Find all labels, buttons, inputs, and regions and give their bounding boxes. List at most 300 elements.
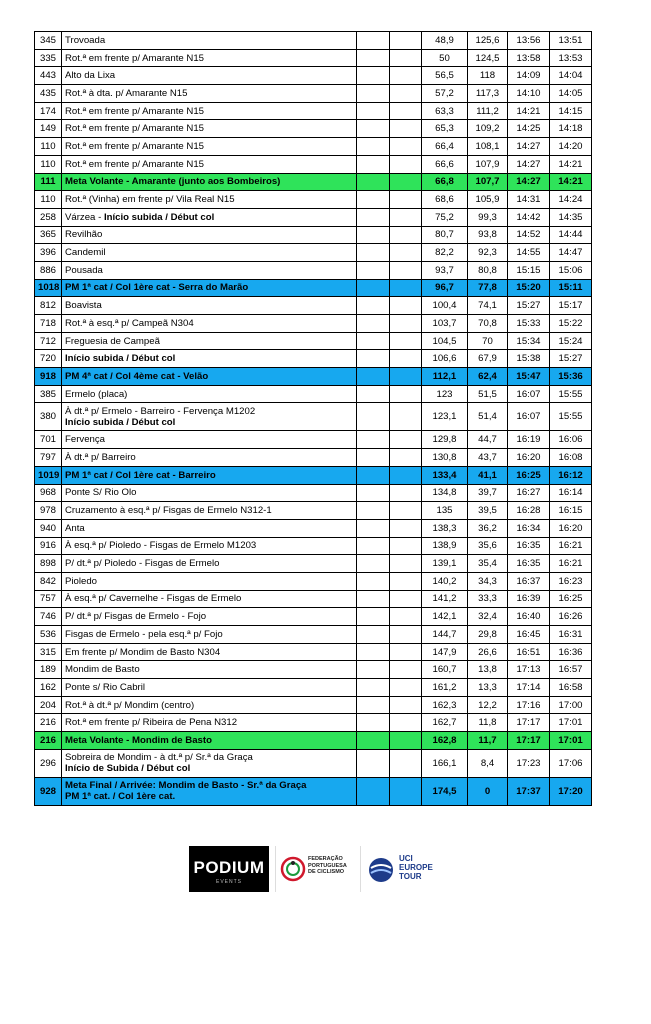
km-done-cell: 123 [422,385,468,403]
description-text: PM 1ª cat. / Col 1ère cat. [65,791,176,803]
km-done-cell: 166,1 [422,749,468,777]
table-row [35,696,592,714]
blank-cell [357,696,390,714]
altitude-cell: 898 [35,555,62,573]
description-cell [62,261,357,279]
blank-cell [390,777,422,805]
time-fast-cell: 17:23 [508,749,550,777]
km-done-cell: 134,8 [422,484,468,502]
km-to-go-cell: 125,6 [468,32,508,50]
km-to-go-cell: 51,5 [468,385,508,403]
km-to-go-cell: 107,7 [468,173,508,191]
description-cell [62,696,357,714]
altitude-cell: 978 [35,502,62,520]
blank-cell [390,714,422,732]
km-done-cell: 96,7 [422,279,468,297]
blank-cell [390,749,422,777]
description-cell [62,49,357,67]
km-done-cell: 162,3 [422,696,468,714]
description-cell [62,279,357,297]
table-row [35,502,592,520]
description-text: À esq.ª p/ Pioledo - Fisgas de Ermelo M1203 [65,540,257,552]
km-to-go-cell: 11,7 [468,732,508,750]
blank-cell [357,661,390,679]
time-fast-cell: 15:27 [508,297,550,315]
time-fast-cell: 13:58 [508,49,550,67]
description-cell [62,67,357,85]
time-fast-cell: 14:25 [508,120,550,138]
blank-cell [390,590,422,608]
km-done-cell: 138,3 [422,519,468,537]
km-done-cell: 129,8 [422,431,468,449]
time-slow-cell: 14:04 [550,67,592,85]
blank-cell [390,85,422,103]
km-to-go-cell: 108,1 [468,138,508,156]
description-cell [62,226,357,244]
altitude-cell: 1019 [35,466,62,484]
altitude-cell: 110 [35,155,62,173]
altitude-cell: 174 [35,102,62,120]
description-text: Meta Volante - Mondim de Basto [65,734,212,746]
time-slow-cell: 16:31 [550,626,592,644]
time-slow-cell: 15:55 [550,385,592,403]
blank-cell [390,67,422,85]
time-fast-cell: 16:25 [508,466,550,484]
green-highlight-row [35,173,592,191]
table-row [35,261,592,279]
time-fast-cell: 16:40 [508,608,550,626]
table-row [35,484,592,502]
blank-cell [390,403,422,431]
time-slow-cell: 15:36 [550,368,592,386]
time-slow-cell: 16:08 [550,449,592,467]
time-slow-cell: 15:17 [550,297,592,315]
time-fast-cell: 16:37 [508,572,550,590]
blank-cell [357,431,390,449]
km-to-go-cell: 77,8 [468,279,508,297]
uci-europe-tour-logo [360,846,441,892]
table-row [35,679,592,697]
altitude-cell: 111 [35,173,62,191]
time-fast-cell: 14:42 [508,208,550,226]
blank-cell [390,643,422,661]
km-to-go-cell: 13,3 [468,679,508,697]
blank-cell [357,777,390,805]
blank-cell [357,449,390,467]
podium-events-logo [189,846,269,892]
blank-cell [390,350,422,368]
podium-logo-name: PODIUM [193,858,265,877]
table-row [35,431,592,449]
blank-cell [390,208,422,226]
description-cell [62,714,357,732]
km-done-cell: 63,3 [422,102,468,120]
altitude-cell: 335 [35,49,62,67]
table-row [35,155,592,173]
time-slow-cell: 16:23 [550,572,592,590]
description-text: Boavista [65,300,102,312]
km-done-cell: 142,1 [422,608,468,626]
time-slow-cell: 14:20 [550,138,592,156]
km-done-cell: 66,8 [422,173,468,191]
fpc-line-3: DE CICLISMO [308,869,345,875]
km-to-go-cell: 11,8 [468,714,508,732]
description-text: Rot.ª em frente p/ Amarante N15 [65,123,204,135]
time-slow-cell: 14:15 [550,102,592,120]
description-text: Em frente p/ Mondim de Basto N304 [65,646,221,658]
km-done-cell: 93,7 [422,261,468,279]
table-row [35,67,592,85]
altitude-cell: 916 [35,537,62,555]
blank-cell [357,279,390,297]
km-done-cell: 82,2 [422,244,468,262]
description-text: À dt.ª p/ Barreiro [65,451,136,463]
time-fast-cell: 14:09 [508,67,550,85]
description-text: PM 4ª cat / Col 4ème cat - Velão [65,370,209,382]
altitude-cell: 712 [35,332,62,350]
description-cell [62,102,357,120]
km-done-cell: 100,4 [422,297,468,315]
altitude-cell: 720 [35,350,62,368]
km-done-cell: 66,6 [422,155,468,173]
km-done-cell: 135 [422,502,468,520]
km-to-go-cell: 99,3 [468,208,508,226]
table-row [35,643,592,661]
time-fast-cell: 15:20 [508,279,550,297]
description-text: Rot.ª à dta. p/ Amarante N15 [65,87,188,99]
altitude-cell: 345 [35,32,62,50]
altitude-cell: 1018 [35,279,62,297]
description-text: Trovoada [65,34,106,46]
altitude-cell: 110 [35,138,62,156]
altitude-cell: 149 [35,120,62,138]
time-slow-cell: 14:21 [550,155,592,173]
description-cell [62,85,357,103]
table-row [35,714,592,732]
description-text: Pousada [65,264,103,276]
fpc-line-1: FEDERAÇÃO [308,856,343,862]
km-done-cell: 80,7 [422,226,468,244]
blank-cell [390,368,422,386]
altitude-cell: 746 [35,608,62,626]
time-slow-cell: 16:26 [550,608,592,626]
blank-cell [357,484,390,502]
table-row [35,208,592,226]
description-cell [62,555,357,573]
blank-cell [390,173,422,191]
altitude-cell: 380 [35,403,62,431]
altitude-cell: 757 [35,590,62,608]
altitude-cell: 886 [35,261,62,279]
altitude-cell: 812 [35,297,62,315]
time-slow-cell: 16:57 [550,661,592,679]
altitude-cell: 315 [35,643,62,661]
fpc-logo-text [308,856,347,876]
km-to-go-cell: 43,7 [468,449,508,467]
blank-cell [390,732,422,750]
altitude-cell: 296 [35,749,62,777]
blank-cell [357,85,390,103]
time-slow-cell: 14:21 [550,173,592,191]
blank-cell [357,572,390,590]
description-cell [62,732,357,750]
km-done-cell: 112,1 [422,368,468,386]
table-row [35,191,592,209]
table-row [35,85,592,103]
time-fast-cell: 14:27 [508,155,550,173]
table-row [35,403,592,431]
blank-cell [390,484,422,502]
km-done-cell: 66,4 [422,138,468,156]
km-done-cell: 147,9 [422,643,468,661]
time-fast-cell: 16:07 [508,385,550,403]
km-done-cell: 130,8 [422,449,468,467]
blank-cell [390,191,422,209]
time-slow-cell: 15:22 [550,315,592,333]
time-fast-cell: 14:21 [508,102,550,120]
description-text: Rot.ª em frente p/ Amarante N15 [65,158,204,170]
km-to-go-cell: 124,5 [468,49,508,67]
altitude-cell: 365 [35,226,62,244]
km-to-go-cell: 70,8 [468,315,508,333]
blank-cell [357,502,390,520]
description-text: Rot.ª à esq.ª p/ Campeã N304 [65,317,194,329]
km-done-cell: 56,5 [422,67,468,85]
blank-cell [390,608,422,626]
description-text: Freguesia de Campeã [65,335,160,347]
podium-logo-sub: EVENTS [215,879,242,885]
table-row [35,244,592,262]
km-done-cell: 144,7 [422,626,468,644]
km-to-go-cell: 41,1 [468,466,508,484]
time-fast-cell: 16:07 [508,403,550,431]
blank-cell [357,297,390,315]
description-text: À dt.ª p/ Ermelo - Barreiro - Fervença M1202 [65,405,256,417]
blank-cell [357,226,390,244]
altitude-cell: 204 [35,696,62,714]
description-text: À esq.ª p/ Cavernelhe - Fisgas de Ermelo [65,593,242,605]
table-row [35,555,592,573]
altitude-cell: 162 [35,679,62,697]
description-cell [62,138,357,156]
description-text: Rot.ª à dt.ª p/ Mondim (centro) [65,699,195,711]
altitude-cell: 443 [35,67,62,85]
blank-cell [357,138,390,156]
description-text: Candemil [65,247,106,259]
blank-cell [390,519,422,537]
altitude-cell: 396 [35,244,62,262]
table-row [35,120,592,138]
time-slow-cell: 13:53 [550,49,592,67]
time-fast-cell: 16:19 [508,431,550,449]
blank-cell [390,244,422,262]
time-slow-cell: 16:12 [550,466,592,484]
km-to-go-cell: 105,9 [468,191,508,209]
blank-cell [357,32,390,50]
km-done-cell: 123,1 [422,403,468,431]
altitude-cell: 842 [35,572,62,590]
description-cell [62,777,357,805]
description-cell [62,431,357,449]
description-text: Rot.ª em frente p/ Amarante N15 [65,52,204,64]
altitude-cell: 189 [35,661,62,679]
time-slow-cell: 14:35 [550,208,592,226]
description-text: Rot.ª em frente p/ Ribeira de Pena N312 [65,717,238,729]
km-done-cell: 162,7 [422,714,468,732]
time-fast-cell: 15:33 [508,315,550,333]
blank-cell [357,555,390,573]
description-cell [62,590,357,608]
table-row [35,519,592,537]
km-done-cell: 133,4 [422,466,468,484]
description-cell [62,155,357,173]
km-to-go-cell: 0 [468,777,508,805]
description-cell [62,332,357,350]
km-done-cell: 65,3 [422,120,468,138]
time-fast-cell: 14:31 [508,191,550,209]
description-text: PM 1ª cat / Col 1ère cat - Barreiro [65,469,216,481]
blank-cell [390,661,422,679]
blank-cell [357,350,390,368]
table-row [35,226,592,244]
blank-cell [390,261,422,279]
km-to-go-cell: 117,3 [468,85,508,103]
time-slow-cell: 16:15 [550,502,592,520]
description-text: P/ dt.ª p/ Fisgas de Ermelo - Fojo [65,611,207,623]
description-text: Rot.ª (Vinha) em frente p/ Vila Real N15 [65,194,235,206]
km-to-go-cell: 32,4 [468,608,508,626]
blank-cell [390,449,422,467]
table-row [35,315,592,333]
table-row [35,332,592,350]
blank-cell [390,572,422,590]
description-text: Cruzamento à esq.ª p/ Fisgas de Ermelo N312-1 [65,505,272,517]
time-slow-cell: 15:11 [550,279,592,297]
km-to-go-cell: 109,2 [468,120,508,138]
time-fast-cell: 17:16 [508,696,550,714]
blank-cell [390,502,422,520]
km-to-go-cell: 67,9 [468,350,508,368]
green-highlight-row [35,732,592,750]
table-row [35,102,592,120]
km-to-go-cell: 35,6 [468,537,508,555]
altitude-cell: 928 [35,777,62,805]
table-row [35,49,592,67]
table-row [35,661,592,679]
description-text: Início subida / Début col [65,353,176,365]
altitude-cell: 918 [35,368,62,386]
table-row [35,749,592,777]
uci-globe-icon [367,856,395,884]
km-done-cell: 103,7 [422,315,468,333]
time-slow-cell: 16:25 [550,590,592,608]
km-to-go-cell: 34,3 [468,572,508,590]
blank-cell [357,120,390,138]
blank-cell [357,608,390,626]
description-cell [62,608,357,626]
time-slow-cell: 15:24 [550,332,592,350]
blank-cell [390,138,422,156]
altitude-cell: 940 [35,519,62,537]
blank-cell [357,626,390,644]
time-slow-cell: 13:51 [550,32,592,50]
time-slow-cell: 16:06 [550,431,592,449]
time-fast-cell: 14:52 [508,226,550,244]
description-cell [62,749,357,777]
km-done-cell: 68,6 [422,191,468,209]
km-done-cell: 57,2 [422,85,468,103]
time-fast-cell: 16:35 [508,537,550,555]
description-text: Ponte s/ Rio Cabril [65,681,145,693]
description-cell [62,537,357,555]
time-slow-cell: 15:27 [550,350,592,368]
description-text: Meta Volante - Amarante (junto aos Bombeiros) [65,176,281,188]
description-cell [62,315,357,333]
table-row [35,32,592,50]
description-text: PM 1ª cat / Col 1ère cat - Serra do Marão [65,282,249,294]
description-text: Ponte S/ Rio Olo [65,487,137,499]
blank-cell [357,244,390,262]
blank-cell [357,590,390,608]
description-text: Sobreira de Mondim - à dt.ª p/ Sr.ª da Graça [65,752,253,764]
time-fast-cell: 16:27 [508,484,550,502]
description-text: Início subida / Début col [65,416,176,428]
km-to-go-cell: 111,2 [468,102,508,120]
cyclist-icon [280,856,306,882]
description-text: Meta Final / Arrivée: Mondim de Basto - Sr.ª da Graça [65,780,307,792]
km-to-go-cell: 62,4 [468,368,508,386]
blank-cell [357,191,390,209]
blank-cell [357,643,390,661]
description-cell [62,572,357,590]
blank-cell [390,32,422,50]
km-to-go-cell: 39,7 [468,484,508,502]
description-cell [62,484,357,502]
altitude-cell: 718 [35,315,62,333]
altitude-cell: 258 [35,208,62,226]
description-text: Anta [65,522,85,534]
blank-cell [357,466,390,484]
time-fast-cell: 15:15 [508,261,550,279]
blank-cell [390,626,422,644]
description-text: Várzea - [65,211,104,223]
description-text: Pioledo [65,575,98,587]
description-cell [62,244,357,262]
blank-cell [357,261,390,279]
description-cell [62,643,357,661]
time-slow-cell: 16:21 [550,555,592,573]
description-text: Mondim de Basto [65,664,140,676]
description-cell [62,626,357,644]
description-cell [62,466,357,484]
uci-line-1: UCI [399,854,413,863]
altitude-cell: 110 [35,191,62,209]
table-row [35,297,592,315]
description-text: Rot.ª em frente p/ Amarante N15 [65,105,204,117]
blank-cell [357,67,390,85]
km-to-go-cell: 118 [468,67,508,85]
description-text: Revilhão [65,229,103,241]
time-fast-cell: 14:27 [508,173,550,191]
time-fast-cell: 16:28 [508,502,550,520]
time-fast-cell: 16:35 [508,555,550,573]
km-done-cell: 161,2 [422,679,468,697]
km-to-go-cell: 51,4 [468,403,508,431]
km-to-go-cell: 44,7 [468,431,508,449]
table-row [35,449,592,467]
description-cell [62,191,357,209]
description-text: Início de Subida / Début col [65,763,191,775]
